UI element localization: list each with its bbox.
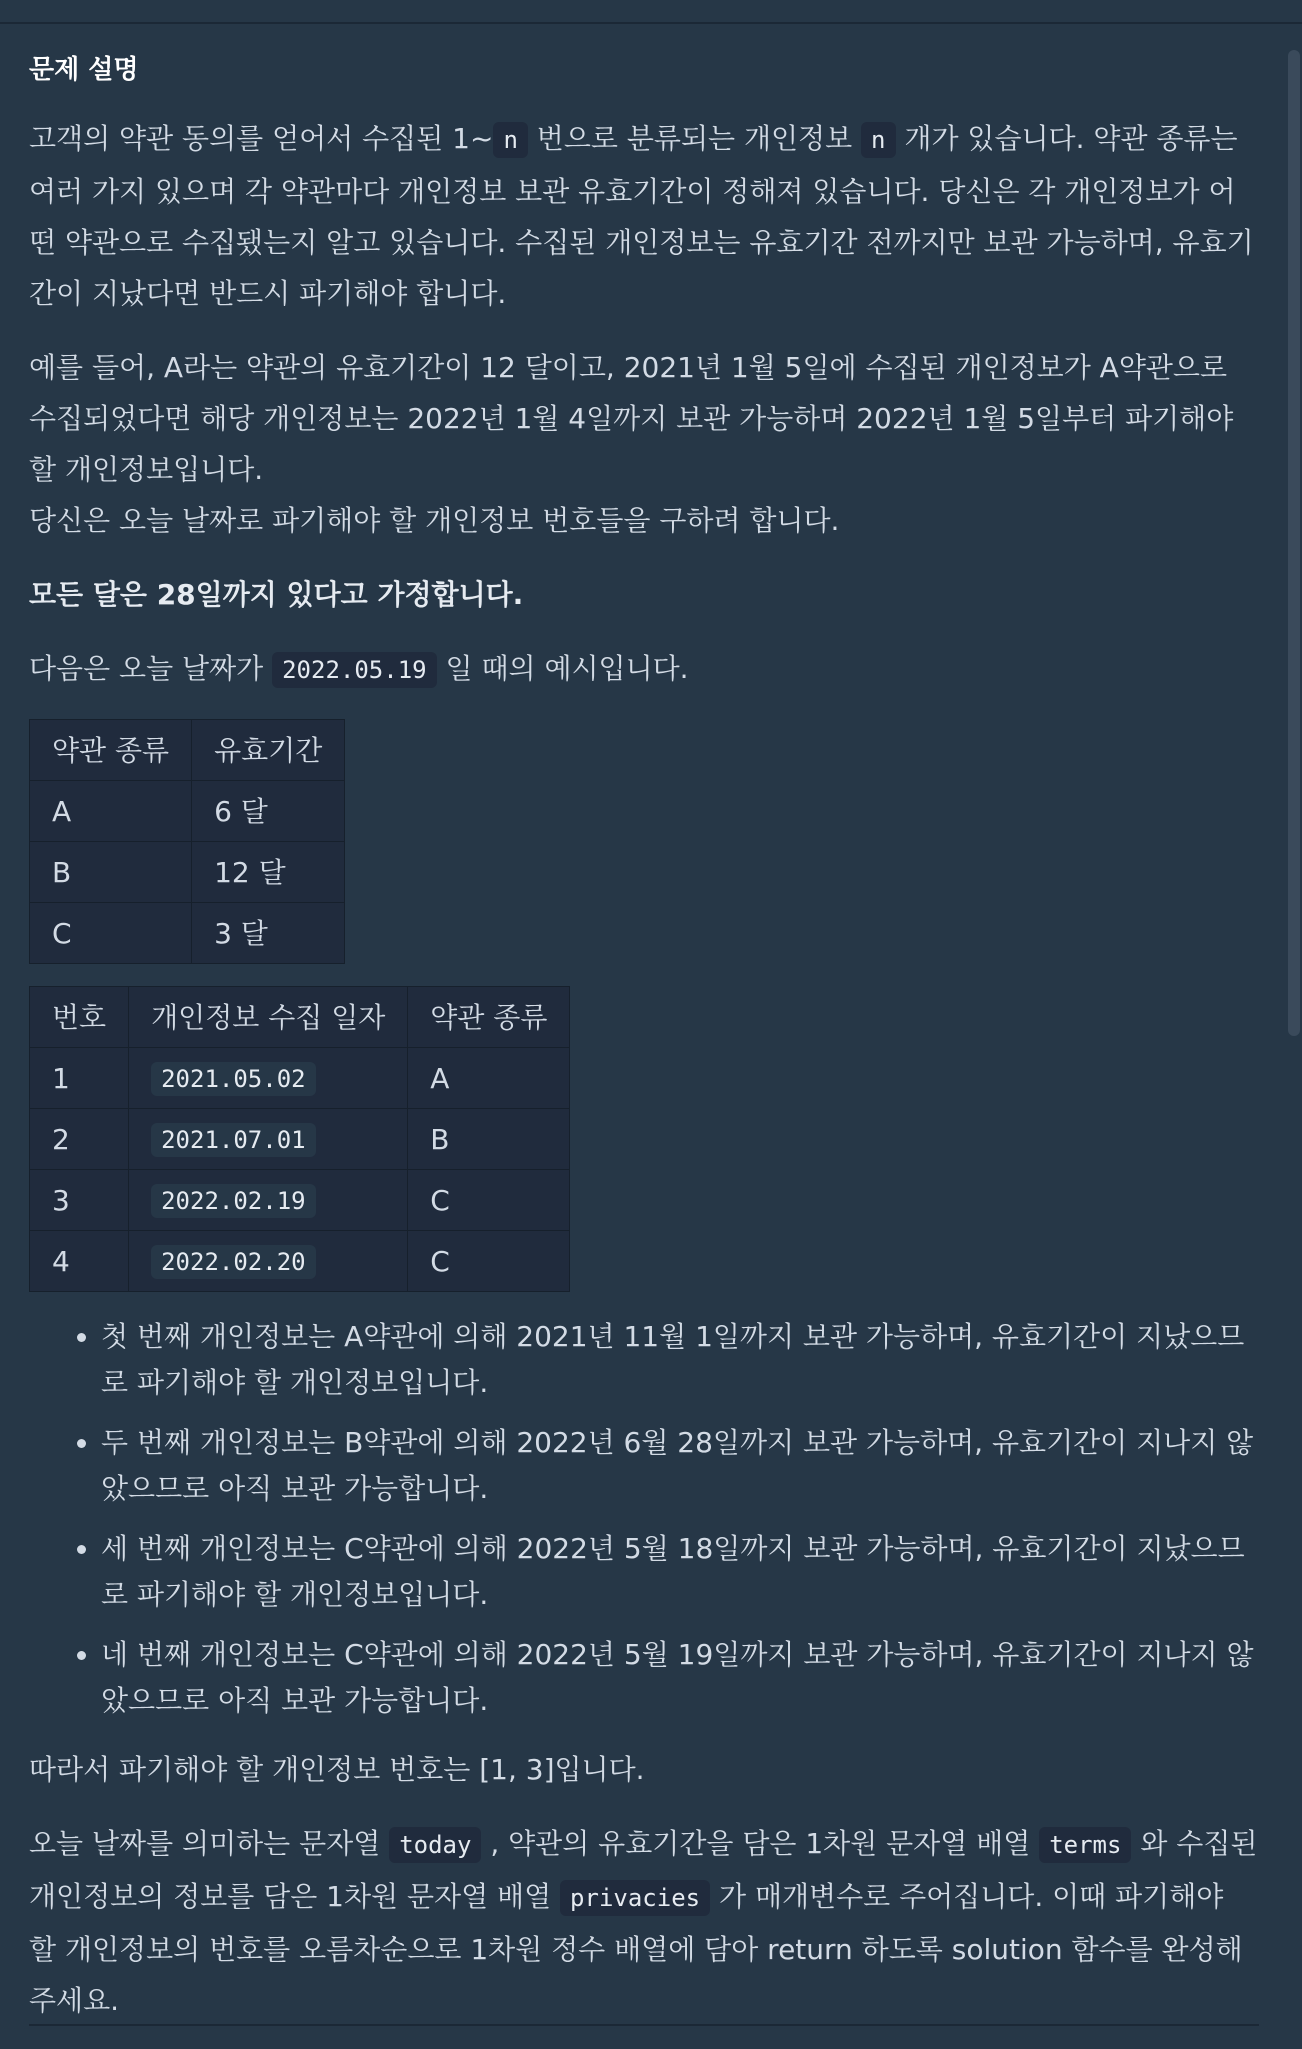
inline-code: today [389,1827,481,1863]
text: 다음은 오늘 날짜가 [29,652,273,685]
goal-paragraph [29,495,1259,546]
text: 오늘 날짜를 의미하는 문자열 [29,1827,390,1860]
table-row [30,1109,570,1170]
text: 고객의 약관 동의를 얻어서 수집된 1~ [29,122,494,155]
terms-table [29,719,345,964]
text: 일 때의 예시입니다. [436,652,689,685]
section-title: 문제 설명 [29,55,139,85]
text: 개가 있습니다. 약관 종류는 여러 가지 있으며 각 약관마다 개인정보 보관 유효기간이 정해져 있습니다. 당신은 각 개인정보가 어떤 약관으로 수집됐는지 알고 있습니다. 수집된 개인정보는 유효기간 전까지만 보관 가능하며, 유효기간이 지났다면 반드시 파기해야 합니다. [29,122,1254,310]
table-cell: 4 [30,1231,129,1292]
text: 예를 들어, A라는 약관의 유효기간이 12 달이고, 2021년 1월 5일에 수집된 개인정보가 A약관으로 수집되었다면 해당 개인정보는 2022년 1월 4일까지 보관 가능하며 2022년 1월 5일부터 파기해야 할 개인정보입니다. [29,351,1234,486]
bold-text: 모든 달은 28일까지 있다고 가정합니다. [29,578,524,611]
problem-description [29,44,1259,2049]
table-cell [129,1048,408,1109]
intro-paragraph [29,113,1259,319]
table-cell: A [30,781,192,842]
table-cell [129,1170,408,1231]
inline-code: 2021.07.01 [151,1123,316,1157]
table-row [30,903,345,964]
text: 당신은 오늘 날짜로 파기해야 할 개인정보 번호들을 구하려 합니다. [29,504,840,537]
inline-code: terms [1039,1827,1131,1863]
table-header: 번호 [30,987,129,1048]
inline-code: 2022.02.20 [151,1245,316,1279]
inline-code: n [861,122,895,158]
table-row [30,781,345,842]
conclusion-paragraph [29,1744,1259,1795]
table-header-row [30,987,570,1048]
table-row [30,1170,570,1231]
table-cell [129,1231,408,1292]
text: , 약관의 유효기간을 담은 1차원 문자열 배열 [481,1827,1040,1860]
table-header: 유효기간 [192,720,345,781]
text: 와 수집된 개인정보의 정보를 담은 1차원 문자열 배열 [29,1827,1258,1913]
table-cell: B [408,1109,570,1170]
table-cell: C [30,903,192,964]
table-cell: 2 [30,1109,129,1170]
scrollbar-thumb[interactable] [1288,50,1300,1036]
text: 번으로 분류되는 개인정보 [527,122,862,155]
inline-code: 2021.05.02 [151,1062,316,1096]
inline-code: 2022.05.19 [272,652,437,688]
table-cell: C [408,1231,570,1292]
table-header-row [30,720,345,781]
inline-code: 2022.02.19 [151,1184,316,1218]
text: 따라서 파기해야 할 개인정보 번호는 [1, 3]입니다. [29,1753,645,1786]
inline-code: privacies [560,1880,710,1916]
table-header: 개인정보 수집 일자 [129,987,408,1048]
top-border [0,0,1302,24]
privacy-table [29,986,570,1292]
table-row [30,842,345,903]
list-item: • 네 번째 개인정보는 C약관에 의해 2022년 5월 19일까지 보관 가능하며, 유효기간이 지나지 않았으므로 아직 보관 가능합니다. [101,1632,1259,1724]
list-item: • 두 번째 개인정보는 B약관에 의해 2022년 6월 28일까지 보관 가능하며, 유효기간이 지나지 않았으므로 아직 보관 가능합니다. [101,1420,1259,1512]
assumption-note [29,569,1259,620]
table-cell: 1 [30,1048,129,1109]
table-row [30,1048,570,1109]
list-item: • 세 번째 개인정보는 C약관에 의해 2022년 5월 18일까지 보관 가능하며, 유효기간이 지났으므로 파기해야 할 개인정보입니다. [101,1526,1259,1618]
table-cell [129,1109,408,1170]
table-cell: 3 달 [192,903,345,964]
text: 가 매개변수로 주어집니다. 이때 파기해야 할 개인정보의 번호를 오름차순으로 1차원 정수 배열에 담아 return 하도록 solution 함수를 완성해 주세요. [29,1880,1243,2017]
explanation-list [29,1314,1259,1724]
table-header: 약관 종류 [30,720,192,781]
table-cell: A [408,1048,570,1109]
inline-code: n [493,122,527,158]
list-item: • 첫 번째 개인정보는 A약관에 의해 2021년 11월 1일까지 보관 가능하며, 유효기간이 지났으므로 파기해야 할 개인정보입니다. [101,1314,1259,1406]
scrollbar[interactable] [1286,24,1302,2034]
table-header: 약관 종류 [408,987,570,1048]
table-cell: C [408,1170,570,1231]
table-cell: 3 [30,1170,129,1231]
table-cell: 12 달 [192,842,345,903]
example-intro [29,643,1259,696]
table-cell: 6 달 [192,781,345,842]
section-divider [29,2024,1259,2026]
table-cell: B [30,842,192,903]
table-row [30,1231,570,1292]
example-paragraph [29,342,1259,495]
task-paragraph [29,1818,1259,2026]
